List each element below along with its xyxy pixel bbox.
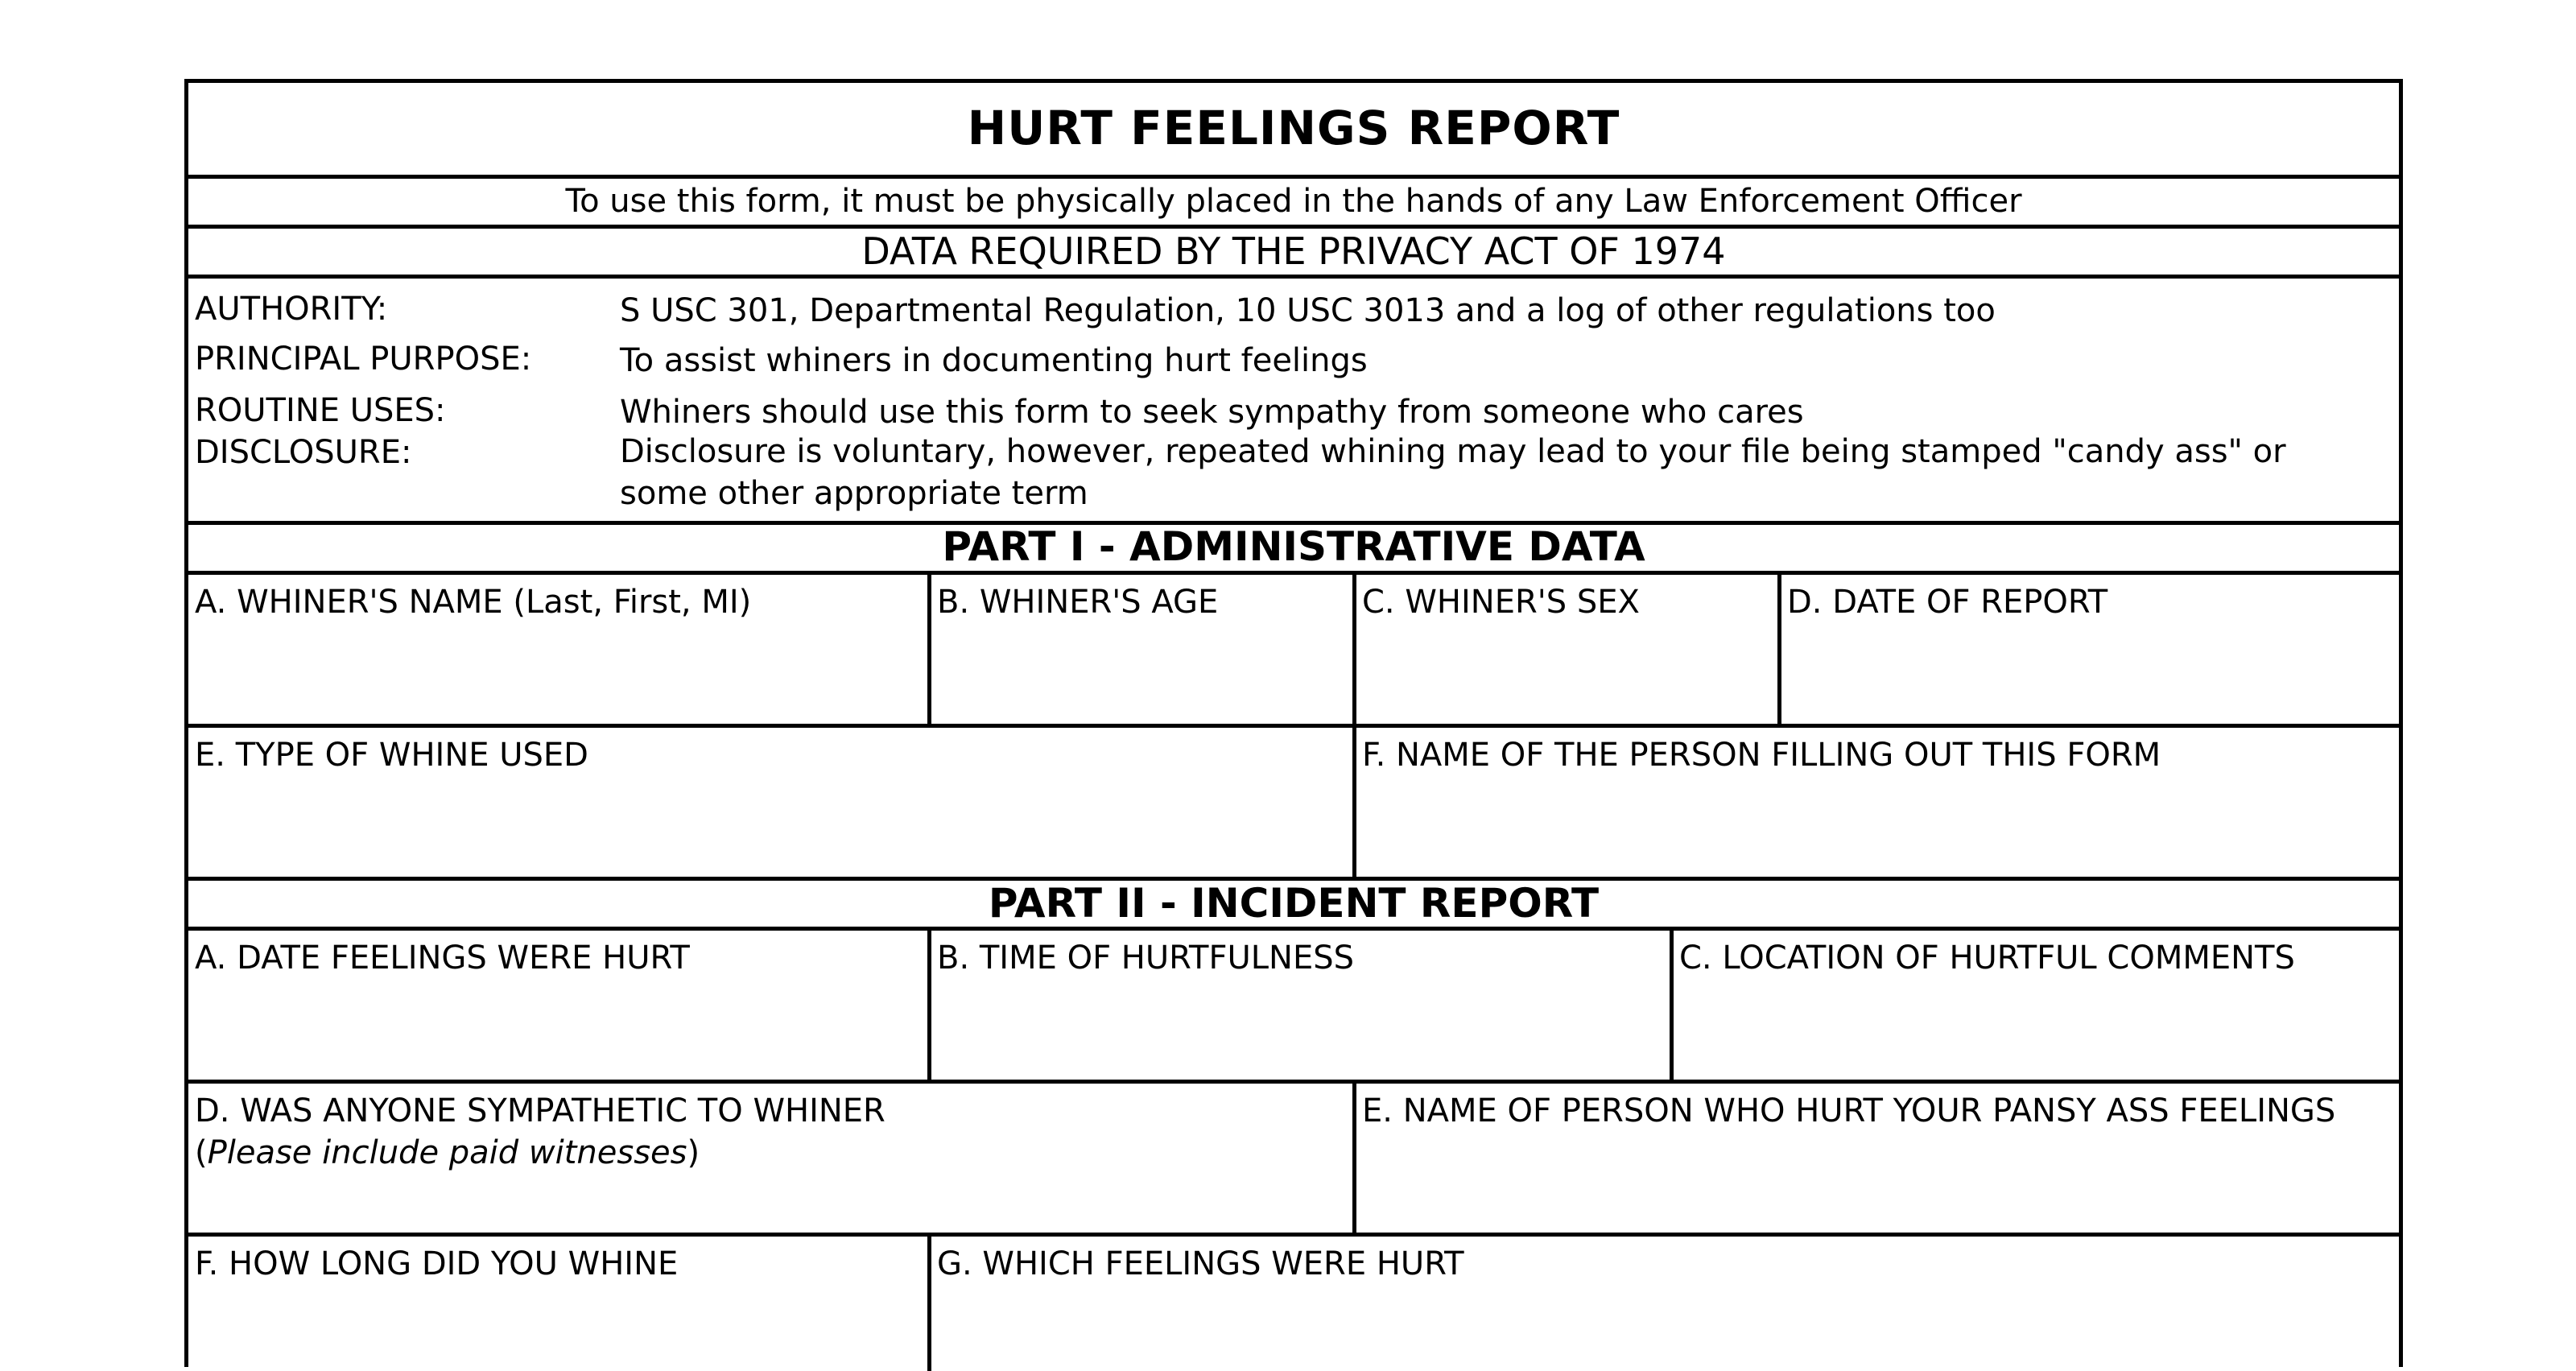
- part-two-title: PART II - INCIDENT REPORT: [988, 880, 1600, 927]
- field-person-filling-form[interactable]: F. NAME OF THE PERSON FILLING OUT THIS FORM: [1362, 737, 2161, 774]
- field-date-feelings-hurt[interactable]: A. DATE FEELINGS WERE HURT: [195, 939, 690, 977]
- field-sympathetic-witnesses[interactable]: D. WAS ANYONE SYMPATHETIC TO WHINER: [195, 1092, 886, 1129]
- part-one-title: PART I - ADMINISTRATIVE DATA: [942, 523, 1645, 570]
- principal-purpose-text: To assist whiners in documenting hurt feelings: [620, 342, 1368, 379]
- principal-purpose-label: PRINCIPAL PURPOSE:: [195, 341, 532, 378]
- witness-note-text: Please include paid witnesses: [207, 1134, 687, 1171]
- field-location-of-comments[interactable]: C. LOCATION OF HURTFUL COMMENTS: [1679, 939, 2295, 977]
- hurt-feelings-report-form: [184, 79, 2403, 1367]
- divider: [188, 275, 2399, 279]
- instruction-text: To use this form, it must be physically placed in the hands of any Law Enforcement Officer: [565, 183, 2022, 220]
- divider: [927, 1233, 931, 1371]
- divider: [1670, 927, 1674, 1080]
- divider: [188, 225, 2399, 229]
- disclosure-label: DISCLOSURE:: [195, 434, 412, 471]
- divider: [1352, 1080, 1356, 1233]
- authority-text: S USC 301, Departmental Regulation, 10 USC 3013 and a log of other regulations too: [620, 292, 1996, 329]
- field-date-of-report[interactable]: D. DATE OF REPORT: [1787, 584, 2108, 621]
- divider: [188, 724, 2399, 728]
- authority-label: AUTHORITY:: [195, 291, 388, 328]
- routine-uses-text: Whiners should use this form to seek sympathy from someone who cares: [620, 394, 1804, 431]
- routine-uses-label: ROUTINE USES:: [195, 392, 446, 429]
- divider: [188, 175, 2399, 179]
- field-whiner-name[interactable]: A. WHINER'S NAME (Last, First, MI): [195, 584, 752, 621]
- divider: [927, 571, 931, 724]
- divider: [188, 571, 2399, 575]
- field-time-of-hurtfulness[interactable]: B. TIME OF HURTFULNESS: [937, 939, 1355, 977]
- field-which-feelings-hurt[interactable]: G. WHICH FEELINGS WERE HURT: [937, 1245, 1464, 1282]
- paren-open: (: [195, 1134, 208, 1171]
- disclosure-text: Disclosure is voluntary, however, repeated whining may lead to your file being stamped "candy ass" or some other appropriate term: [620, 433, 2286, 512]
- divider: [188, 1233, 2399, 1237]
- witness-note: [195, 1134, 700, 1171]
- form-title: HURT FEELINGS REPORT: [967, 101, 1620, 155]
- field-name-of-offender[interactable]: E. NAME OF PERSON WHO HURT YOUR PANSY ASS FEELINGS: [1362, 1092, 2336, 1129]
- divider: [1777, 571, 1781, 724]
- divider: [188, 1080, 2399, 1084]
- divider: [1352, 571, 1356, 724]
- divider: [927, 927, 931, 1080]
- divider: [1352, 724, 1356, 877]
- field-whiner-age[interactable]: B. WHINER'S AGE: [937, 584, 1219, 621]
- field-how-long-whine[interactable]: F. HOW LONG DID YOU WHINE: [195, 1245, 679, 1282]
- paren-close: ): [687, 1134, 700, 1171]
- field-whiner-sex[interactable]: C. WHINER'S SEX: [1362, 584, 1640, 621]
- divider: [188, 927, 2399, 931]
- privacy-act-header: DATA REQUIRED BY THE PRIVACY ACT OF 1974: [861, 229, 1726, 273]
- field-type-of-whine[interactable]: E. TYPE OF WHINE USED: [195, 737, 588, 774]
